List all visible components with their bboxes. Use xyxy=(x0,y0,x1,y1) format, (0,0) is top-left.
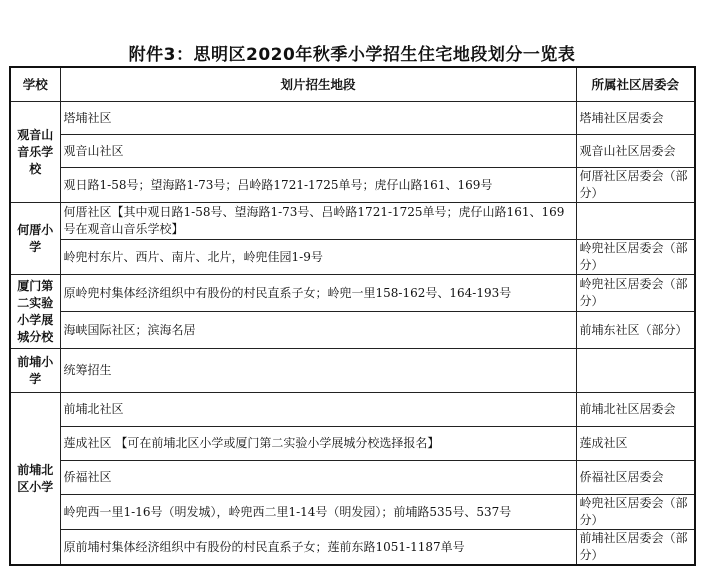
community-cell: 岭兜社区居委会（部分） xyxy=(576,495,695,530)
area-cell: 海峡国际社区；滨海名居 xyxy=(60,312,576,349)
header-school: 学校 xyxy=(10,67,60,102)
area-cell: 统筹招生 xyxy=(60,349,576,393)
area-cell: 岭兜西一里1-16号（明发城），岭兜西二里1-14号（明发园）；前埔路535号、537号 xyxy=(60,495,576,530)
table-row xyxy=(10,495,695,530)
community-cell xyxy=(576,203,695,240)
header-area: 划片招生地段 xyxy=(60,67,576,102)
area-cell: 塔埔社区 xyxy=(60,102,576,135)
community-cell: 岭兜社区居委会（部分） xyxy=(576,275,695,312)
community-cell: 莲成社区 xyxy=(576,427,695,461)
table-row xyxy=(10,203,695,240)
area-cell: 原前埔村集体经济组织中有股份的村民直系子女；莲前东路1051-1187单号 xyxy=(60,530,576,566)
community-cell xyxy=(576,349,695,393)
table-row xyxy=(10,240,695,275)
school-name: 前埔小学 xyxy=(10,349,60,393)
table-row xyxy=(10,393,695,427)
table-row xyxy=(10,461,695,495)
area-cell: 原岭兜村集体经济组织中有股份的村民直系子女；岭兜一里158-162号、164-193号 xyxy=(60,275,576,312)
area-cell: 观日路1-58号；望海路1-73号；吕岭路1721-1725单号；虎仔山路161、169号 xyxy=(60,168,576,203)
table-row xyxy=(10,168,695,203)
community-cell: 前埔北社区居委会 xyxy=(576,393,695,427)
table-row xyxy=(10,135,695,168)
table-row xyxy=(10,312,695,349)
area-cell: 前埔北社区 xyxy=(60,393,576,427)
header-community: 所属社区居委会 xyxy=(576,67,695,102)
zoning-table xyxy=(9,66,696,566)
community-cell: 塔埔社区居委会 xyxy=(576,102,695,135)
community-cell: 何厝社区居委会（部分） xyxy=(576,168,695,203)
area-cell: 莲成社区 【可在前埔北区小学或厦门第二实验小学展城分校选择报名】 xyxy=(60,427,576,461)
area-cell: 侨福社区 xyxy=(60,461,576,495)
community-cell: 侨福社区居委会 xyxy=(576,461,695,495)
community-cell: 观音山社区居委会 xyxy=(576,135,695,168)
table-row xyxy=(10,102,695,135)
community-cell: 前埔东社区（部分） xyxy=(576,312,695,349)
table-row xyxy=(10,349,695,393)
page-title: 附件3：思明区2020年秋季小学招生住宅地段划分一览表 xyxy=(128,45,576,65)
area-cell: 何厝社区【其中观日路1-58号、望海路1-73号、吕岭路1721-1725单号；虎仔山路161、169号在观音山音乐学校】 xyxy=(60,203,576,240)
area-cell: 岭兜村东片、西片、南片、北片，岭兜佳园1-9号 xyxy=(60,240,576,275)
school-name: 观音山音乐学校 xyxy=(10,102,60,203)
school-name: 厦门第二实验小学展城分校 xyxy=(10,275,60,349)
table-row xyxy=(10,530,695,566)
community-cell: 岭兜社区居委会（部分） xyxy=(576,240,695,275)
area-cell: 观音山社区 xyxy=(60,135,576,168)
table-header-row xyxy=(10,67,695,102)
school-name: 前埔北区小学 xyxy=(10,393,60,566)
table-row xyxy=(10,275,695,312)
community-cell: 前埔社区居委会（部分） xyxy=(576,530,695,566)
school-name: 何厝小学 xyxy=(10,203,60,275)
table-row xyxy=(10,427,695,461)
